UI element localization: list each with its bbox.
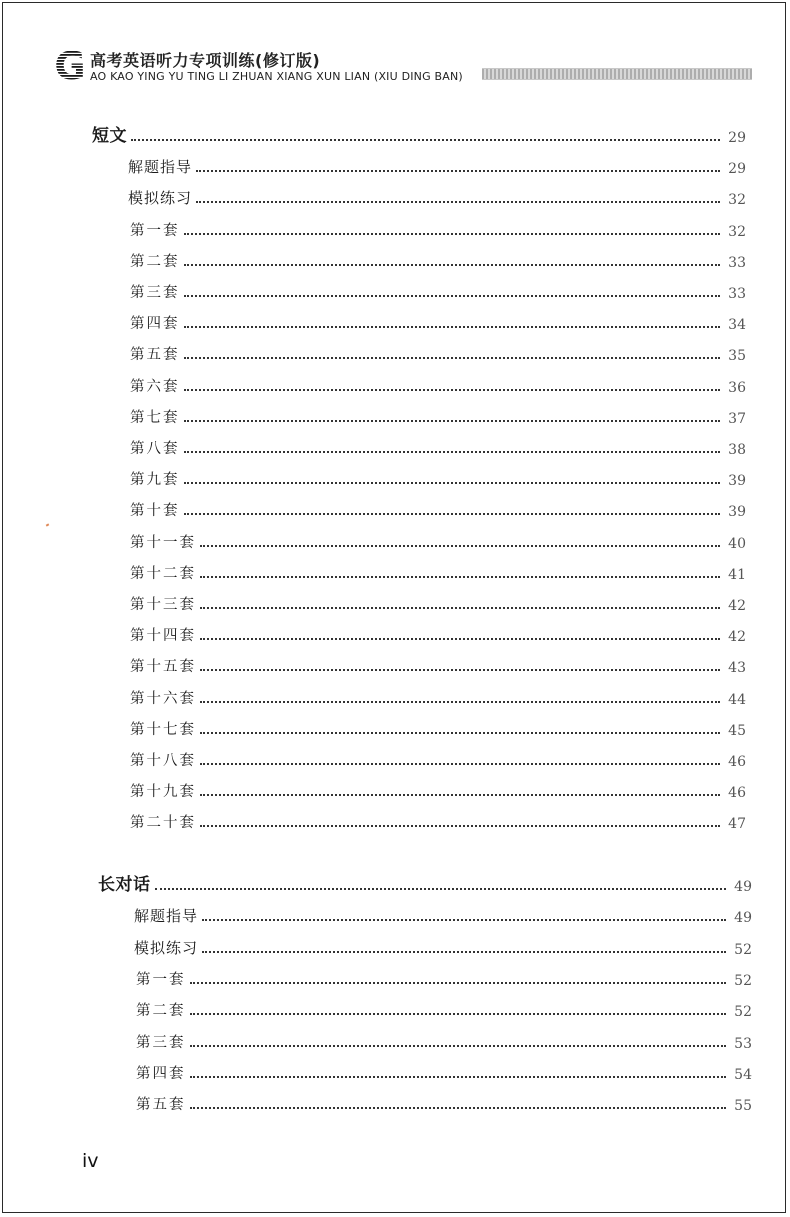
dot-leader (184, 513, 721, 515)
toc-section-heading[interactable] (98, 873, 752, 895)
dot-leader (202, 951, 726, 953)
logo-letter: G (54, 48, 86, 84)
dot-leader (184, 389, 721, 391)
toc-entry-label: 第二套 (130, 254, 180, 270)
toc-entry-label: 第十五套 (130, 659, 196, 675)
toc-entry-label: 模拟练习 (134, 939, 199, 957)
toc-entry-page: 42 (728, 598, 746, 614)
toc-entry[interactable] (130, 311, 746, 333)
toc-entry[interactable] (130, 561, 746, 583)
toc-entry-label: 解题指导 (134, 907, 199, 925)
toc-entry-page: 44 (728, 692, 746, 708)
toc-entry-page: 54 (734, 1067, 752, 1083)
toc-entry[interactable] (136, 1030, 752, 1052)
toc-entry[interactable] (130, 280, 746, 302)
toc-entry-label: 第十六套 (130, 691, 196, 707)
toc-entry-page: 37 (728, 411, 746, 427)
toc-entry[interactable] (134, 904, 752, 926)
dot-leader (184, 233, 721, 235)
toc-entry[interactable] (130, 374, 746, 396)
toc-entry-page: 53 (734, 1036, 752, 1052)
dot-leader (184, 451, 721, 453)
dot-leader (184, 326, 721, 328)
toc-entry-page: 49 (734, 910, 752, 926)
dot-leader (200, 794, 720, 796)
toc-entry-label: 第一套 (130, 223, 180, 239)
toc-entry-page: 55 (734, 1098, 752, 1114)
toc-entry[interactable] (128, 186, 746, 208)
running-header (52, 46, 752, 88)
toc-entry-page: 34 (728, 317, 746, 333)
toc-entry-page: 40 (728, 536, 746, 552)
toc-entry-label: 解题指导 (128, 158, 193, 176)
dot-leader (155, 888, 727, 890)
header-decorative-rule (482, 68, 752, 80)
toc-entry-page: 32 (728, 192, 746, 208)
toc-entry-page: 35 (728, 348, 746, 364)
dot-leader (190, 1013, 727, 1015)
toc-entry-label: 模拟练习 (128, 189, 193, 207)
toc-entry-page: 29 (728, 161, 746, 177)
toc-entry-page: 33 (728, 286, 746, 302)
toc-entry-label: 第十四套 (130, 628, 196, 644)
dot-leader (200, 669, 720, 671)
toc-entry-label: 第八套 (130, 441, 180, 457)
toc-section-heading[interactable] (92, 124, 746, 146)
toc-entry[interactable] (130, 530, 746, 552)
toc-entry[interactable] (130, 218, 746, 240)
book-title-pinyin: AO KAO YING YU TING LI ZHUAN XIANG XUN LIAN (XIU DING BAN) (90, 70, 463, 83)
dot-leader (202, 919, 726, 921)
toc-entry-page: 43 (728, 660, 746, 676)
toc-entry-label: 短文 (92, 126, 127, 146)
dot-leader (200, 732, 720, 734)
toc-entry-label: 第十八套 (130, 753, 196, 769)
toc-entry[interactable] (130, 498, 746, 520)
dot-leader (200, 638, 720, 640)
toc-entry-page: 33 (728, 255, 746, 271)
toc-entry[interactable] (130, 779, 746, 801)
dot-leader (196, 201, 720, 203)
toc-entry[interactable] (130, 405, 746, 427)
dot-leader (200, 763, 720, 765)
toc-entry[interactable] (136, 967, 752, 989)
toc-entry-label: 第七套 (130, 410, 180, 426)
toc-entry-label: 第十二套 (130, 566, 196, 582)
toc-entry-label: 第二套 (136, 1003, 186, 1019)
dot-leader (190, 1045, 727, 1047)
dot-leader (131, 139, 720, 141)
toc-entry[interactable] (136, 998, 752, 1020)
toc-entry-page: 49 (734, 879, 752, 895)
dot-leader (184, 264, 721, 266)
toc-entry-page: 29 (728, 130, 746, 146)
toc-entry-page: 46 (728, 785, 746, 801)
toc-entry-label: 第三套 (136, 1035, 186, 1051)
toc-entry-label: 长对话 (98, 875, 151, 895)
toc-entry[interactable] (136, 1061, 752, 1083)
dot-leader (200, 607, 720, 609)
toc-entry-page: 46 (728, 754, 746, 770)
dot-leader (184, 482, 721, 484)
toc-entry-page: 38 (728, 442, 746, 458)
series-logo-icon (52, 48, 88, 84)
toc-entry-label: 第九套 (130, 472, 180, 488)
book-title: 高考英语听力专项训练(修订版) (90, 51, 321, 70)
toc-entry-label: 第二十套 (130, 815, 196, 831)
toc-entry-label: 第四套 (130, 316, 180, 332)
dot-leader (200, 545, 720, 547)
toc-entry[interactable] (130, 623, 746, 645)
toc-entry-page: 52 (734, 1004, 752, 1020)
toc-entry-page: 36 (728, 380, 746, 396)
print-speck (46, 523, 50, 526)
toc-entry[interactable] (130, 748, 746, 770)
dot-leader (190, 1076, 727, 1078)
dot-leader (200, 576, 720, 578)
toc-entry[interactable] (130, 467, 746, 489)
dot-leader (184, 420, 721, 422)
toc-entry-page: 39 (728, 504, 746, 520)
toc-entry-label: 第十套 (130, 503, 180, 519)
dot-leader (184, 295, 721, 297)
toc-entry-page: 41 (728, 567, 746, 583)
toc-entry-label: 第六套 (130, 379, 180, 395)
toc-entry[interactable] (130, 592, 746, 614)
toc-entry-label: 第五套 (130, 347, 180, 363)
toc-entry[interactable] (130, 654, 746, 676)
toc-entry[interactable] (128, 155, 746, 177)
dot-leader (184, 357, 721, 359)
toc-entry-label: 第一套 (136, 972, 186, 988)
toc-entry-page: 47 (728, 816, 746, 832)
toc-entry-page: 32 (728, 224, 746, 240)
toc-entry-label: 第十七套 (130, 722, 196, 738)
toc-entry-label: 第三套 (130, 285, 180, 301)
dot-leader (200, 701, 720, 703)
toc-entry[interactable] (130, 249, 746, 271)
toc-entry-page: 39 (728, 473, 746, 489)
toc-entry[interactable] (134, 936, 752, 958)
dot-leader (200, 825, 720, 827)
toc-entry-page: 52 (734, 973, 752, 989)
toc-entry-label: 第十九套 (130, 784, 196, 800)
toc-entry[interactable] (130, 342, 746, 364)
toc-entry[interactable] (130, 717, 746, 739)
toc-entry-label: 第十一套 (130, 535, 196, 551)
toc-entry-label: 第五套 (136, 1097, 186, 1113)
dot-leader (196, 170, 720, 172)
toc-entry-page: 45 (728, 723, 746, 739)
toc-entry-label: 第十三套 (130, 597, 196, 613)
toc-entry[interactable] (136, 1092, 752, 1114)
dot-leader (190, 1107, 727, 1109)
page-number: iv (82, 1150, 99, 1172)
toc-entry[interactable] (130, 436, 746, 458)
toc-entry-page: 42 (728, 629, 746, 645)
toc-entry[interactable] (130, 686, 746, 708)
toc-entry-label: 第四套 (136, 1066, 186, 1082)
toc-entry-page: 52 (734, 942, 752, 958)
dot-leader (190, 982, 727, 984)
toc-entry[interactable] (130, 810, 746, 832)
